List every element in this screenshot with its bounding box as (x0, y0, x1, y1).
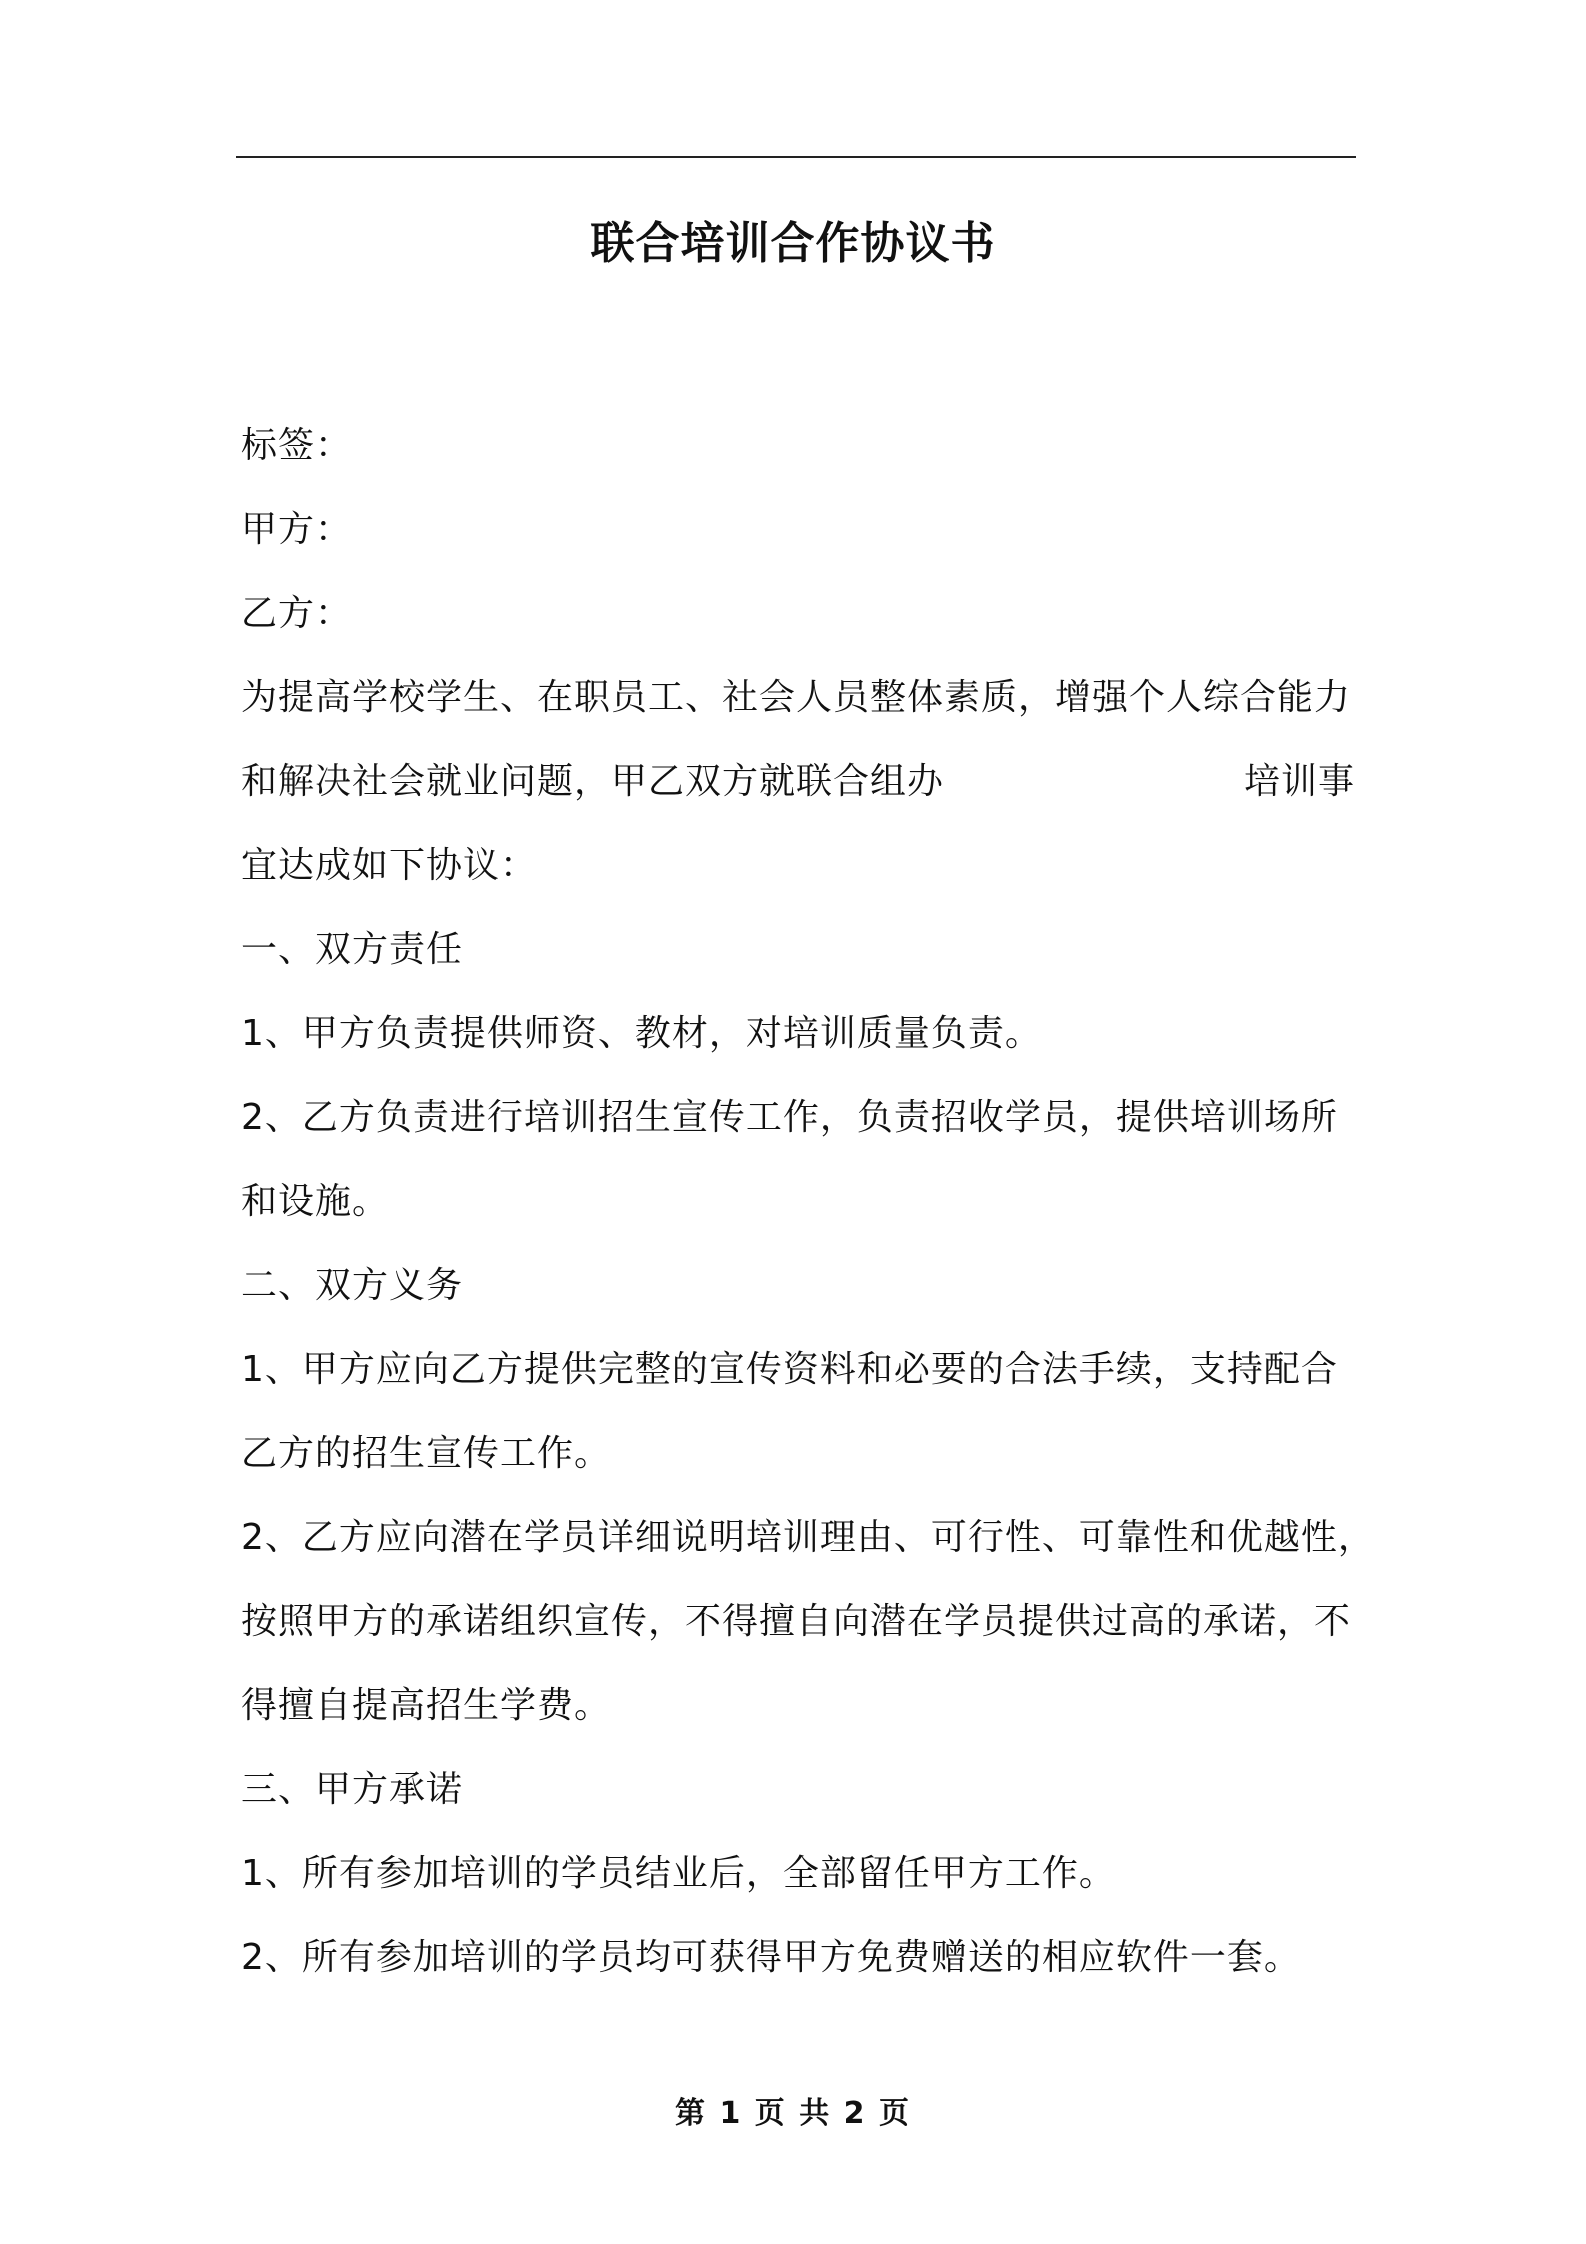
page-number-footer: 第 1 页 共 2 页 (675, 2096, 911, 2131)
section-1-paragraph-2-line-2: 和设施。 (241, 1181, 390, 1222)
document-body (241, 404, 1375, 2000)
section-1-paragraph-1: 1、甲方负责提供师资、教材，对培训质量负责。 (241, 1013, 1042, 1054)
intro-line-2-right: 培训事 (1244, 761, 1356, 802)
section-3-paragraph-1: 1、所有参加培训的学员结业后，全部留任甲方工作。 (241, 1853, 1116, 1894)
section-3-paragraph-2: 2、所有参加培训的学员均可获得甲方免费赠送的相应软件一套。 (241, 1937, 1301, 1978)
header-divider (236, 156, 1356, 158)
section-2-paragraph-1-line-1: 1、甲方应向乙方提供完整的宣传资料和必要的合法手续，支持配合 (241, 1349, 1338, 1390)
intro-line-2-left: 和解决社会就业问题，甲乙双方就联合组办 (241, 761, 945, 802)
section-2-heading: 二、双方义务 (241, 1265, 464, 1306)
section-1-paragraph-2-line-1: 2、乙方负责进行培训招生宣传工作，负责招收学员，提供培训场所 (241, 1097, 1338, 1138)
section-2-paragraph-2-line-1: 2、乙方应向潜在学员详细说明培训理由、可行性、可靠性和优越性， (241, 1517, 1375, 1558)
party-b-field-label: 乙方： (241, 593, 353, 634)
tag-field-label: 标签： (241, 425, 353, 466)
section-2-paragraph-2-line-2: 按照甲方的承诺组织宣传，不得擅自向潜在学员提供过高的承诺，不 (241, 1601, 1352, 1642)
section-2-paragraph-2-line-3: 得擅自提高招生学费。 (241, 1685, 612, 1726)
intro-line-3: 宜达成如下协议： (241, 845, 538, 886)
intro-line-1: 为提高学校学生、在职员工、社会人员整体素质，增强个人综合能力 (241, 677, 1352, 718)
document-title: 联合培训合作协议书 (590, 218, 996, 269)
party-a-field-label: 甲方： (241, 509, 353, 550)
section-1-heading: 一、双方责任 (241, 929, 464, 970)
intro-line-2 (241, 740, 1361, 824)
section-3-heading: 三、甲方承诺 (241, 1769, 464, 1810)
section-2-paragraph-1-line-2: 乙方的招生宣传工作。 (241, 1433, 612, 1474)
